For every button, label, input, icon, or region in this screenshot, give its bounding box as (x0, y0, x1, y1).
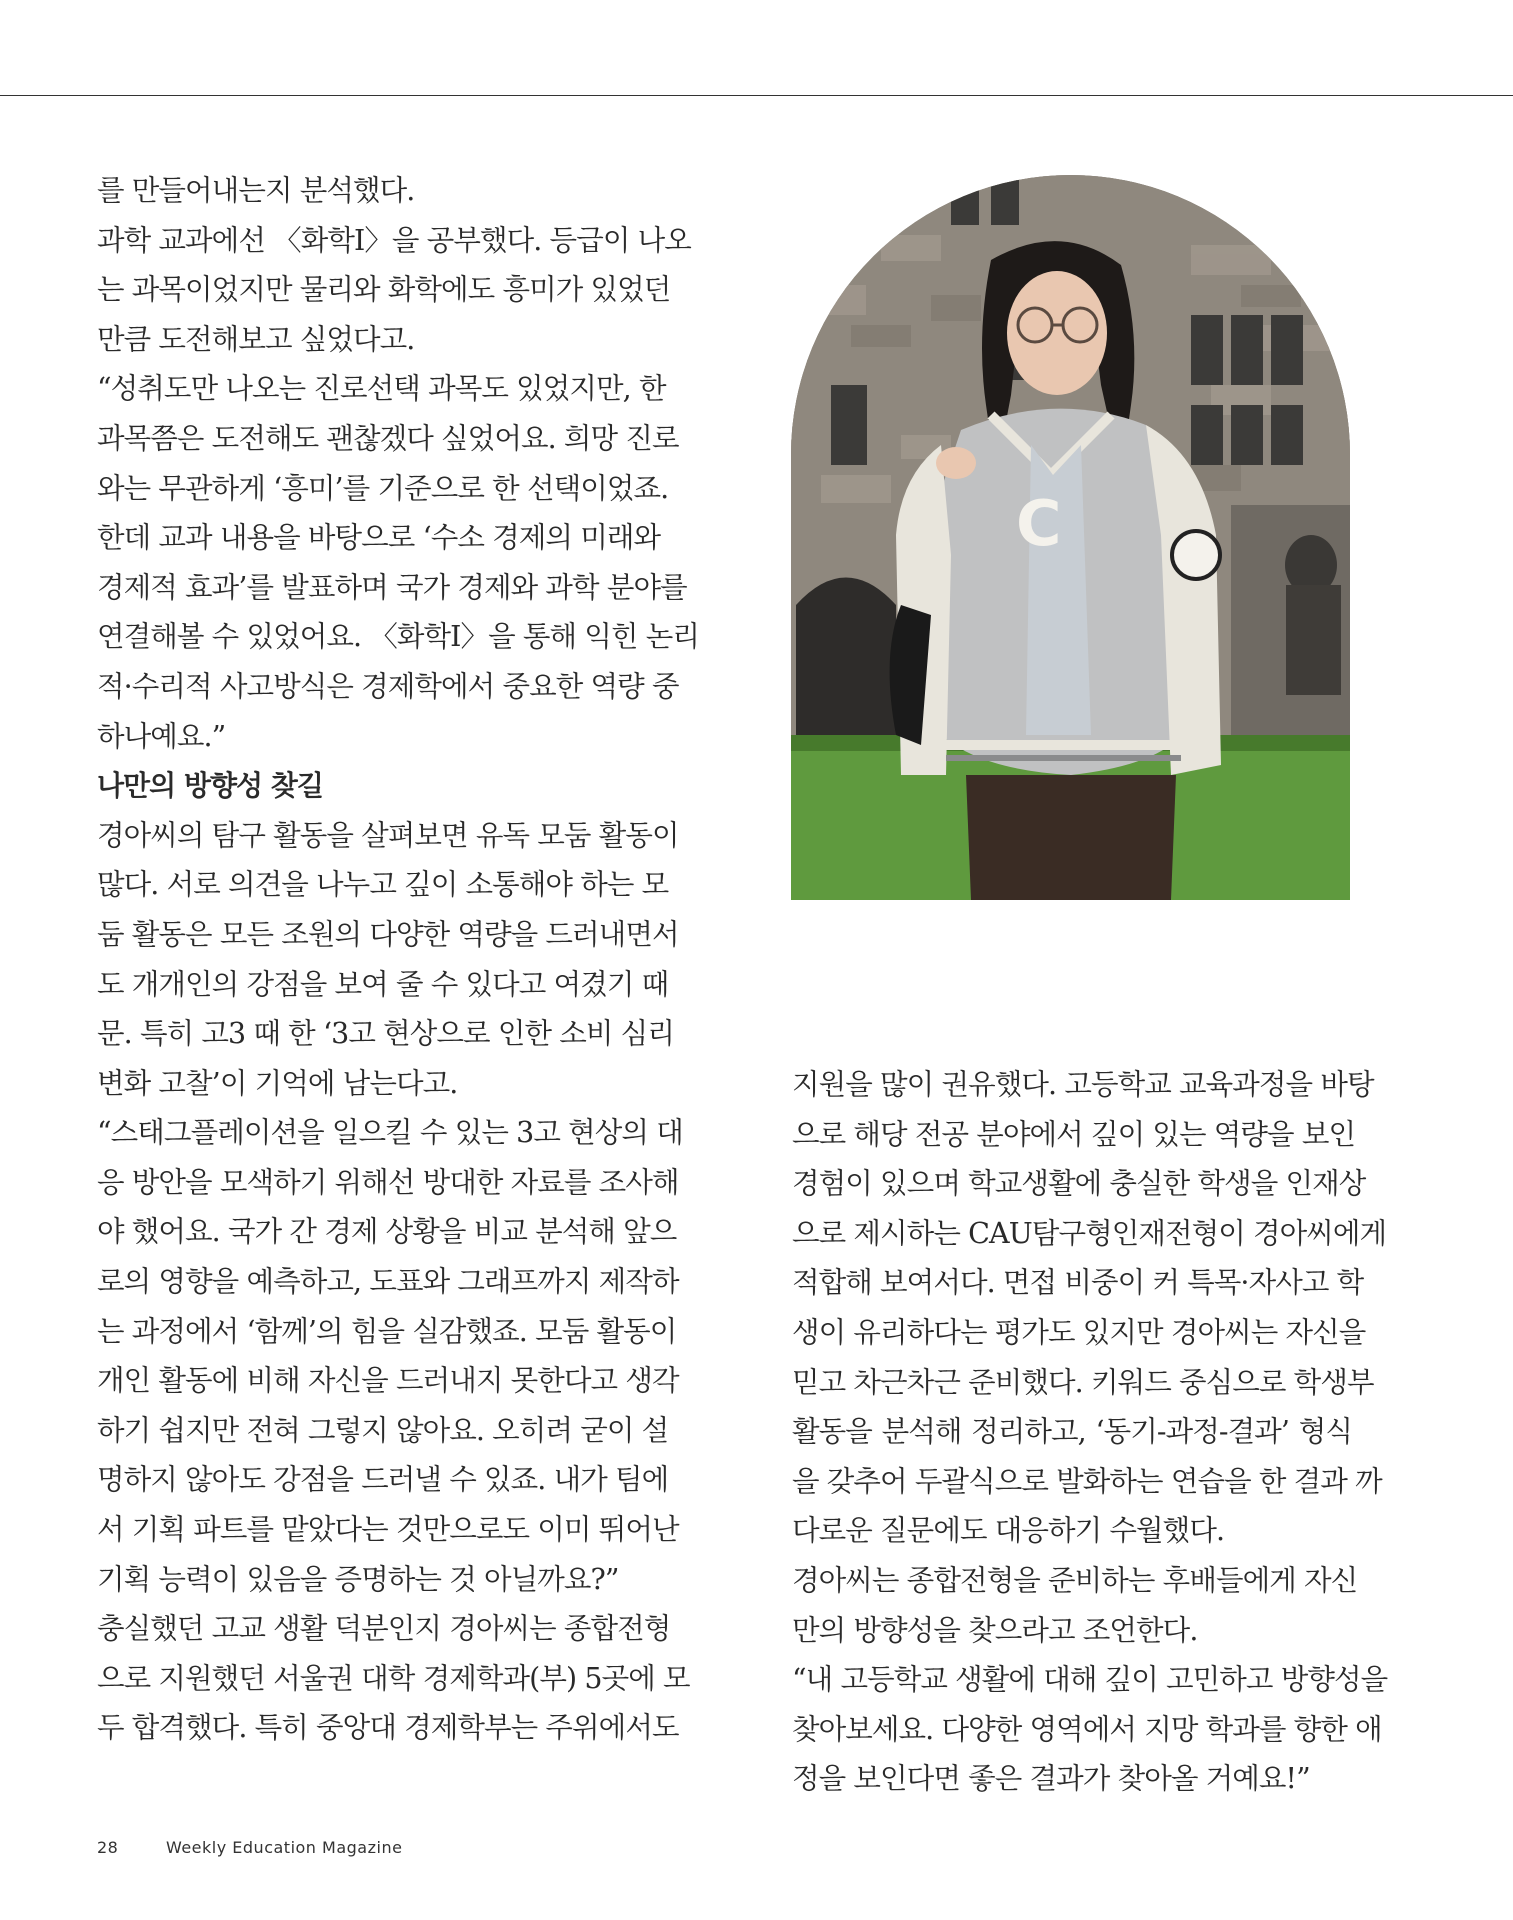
text-line: 만의 방향성을 찾으라고 조언한다. (792, 1613, 1198, 1647)
text-line: “성취도만 나오는 진로선택 과목도 있었지만, 한 (97, 372, 666, 406)
text-line: 하기 쉽지만 전혀 그렇지 않아요. 오히려 굳이 설 (97, 1413, 669, 1447)
text-line: 지원을 많이 권유했다. 고등학교 교육과정을 바탕 (792, 1068, 1374, 1101)
text-line: 충실했던 고교 생활 덕분인지 경아씨는 종합전형 (97, 1612, 671, 1646)
paragraph (97, 166, 657, 216)
text-line: 하나예요.” (97, 719, 226, 753)
text-line: 만큼 도전해보고 싶었다고. (97, 322, 415, 356)
quote-paragraph (97, 364, 700, 761)
text-line: 변화 고찰’이 기억에 남는다고. (97, 1066, 458, 1100)
text-line: 많다. 서로 의견을 나누고 깊이 소통해야 하는 모 (97, 868, 669, 902)
text-line: 문. 특히 고3 때 한 ‘3고 현상으로 인한 소비 심리 (97, 1017, 674, 1051)
left-text-column (97, 166, 700, 1753)
text-line: 는 과정에서 ‘함께’의 힘을 실감했죠. 모둠 활동이 (97, 1314, 677, 1348)
quote-paragraph (792, 1655, 1388, 1804)
text-line: 으로 지원했던 서울권 대학 경제학과(부) 5곳에 모 (97, 1661, 690, 1695)
text-line: 과학 교과에선 〈화학Ⅰ〉을 공부했다. 등급이 나오 (97, 223, 691, 257)
text-line: 는 과목이었지만 물리와 화학에도 흥미가 있었던 (97, 273, 671, 307)
text-line: 도 개개인의 강점을 보여 줄 수 있다고 여겼기 때 (97, 967, 669, 1001)
text-line: 개인 활동에 비해 자신을 드러내지 못한다고 생각 (97, 1364, 679, 1398)
magazine-name: Weekly Education Magazine (165, 1838, 403, 1857)
paragraph (792, 1556, 1358, 1655)
text-line: 를 만들어내는지 분석했다. (97, 174, 415, 207)
text-line: 활동을 분석해 정리하고, ‘동기-과정-결과’ 형식 (792, 1415, 1352, 1449)
text-line: 야 했어요. 국가 간 경제 상황을 비교 분석해 앞으 (97, 1215, 677, 1249)
text-line: 찾아보세요. 다양한 영역에서 지망 학과를 향한 애 (792, 1712, 1382, 1746)
right-text-column (792, 1060, 1388, 1804)
paragraph (97, 216, 691, 365)
page-footer (97, 1838, 402, 1857)
text-line: 적합해 보여서다. 면접 비중이 커 특목·자사고 학 (792, 1266, 1364, 1300)
text-line: 경제적 효과’를 발표하며 국가 경제와 과학 분야를 (97, 570, 687, 604)
text-line: 적·수리적 사고방식은 경제학에서 중요한 역량 중 (97, 669, 679, 703)
text-line: 믿고 차근차근 준비했다. 키워드 중심으로 학생부 (792, 1365, 1374, 1399)
text-line: 으로 해당 전공 분야에서 깊이 있는 역량을 보인 (792, 1117, 1356, 1151)
text-line: 경험이 있으며 학교생활에 충실한 학생을 인재상 (792, 1167, 1366, 1201)
text-line: 응 방안을 모색하기 위해선 방대한 자료를 조사해 (97, 1165, 679, 1199)
text-line: 으로 제시하는 CAU탐구형인재전형이 경아씨에게 (792, 1216, 1387, 1250)
text-line: 경아씨는 종합전형을 준비하는 후배들에게 자신 (792, 1563, 1358, 1597)
text-line: 을 갖추어 두괄식으로 발화하는 연습을 한 결과 까 (792, 1464, 1382, 1498)
text-line: 서 기획 파트를 맡았다는 것만으로도 이미 뛰어난 (97, 1513, 679, 1547)
text-line: 정을 보인다면 좋은 결과가 찾아올 거예요!” (792, 1762, 1310, 1796)
paragraph (97, 1604, 690, 1753)
portrait-photo (791, 175, 1350, 900)
text-line: 한데 교과 내용을 바탕으로 ‘수소 경제의 미래와 (97, 521, 661, 555)
svg-text:C: C (1016, 487, 1062, 560)
text-line: “스태그플레이션을 일으킬 수 있는 3고 현상의 대 (97, 1116, 683, 1150)
paragraph (97, 811, 679, 1109)
text-line: 다로운 질문에도 대응하기 수월했다. (792, 1514, 1225, 1548)
text-line: 로의 영향을 예측하고, 도표와 그래프까지 제작하 (97, 1265, 679, 1299)
section-heading: 나만의 방향성 찾길 (97, 769, 323, 803)
text-line: 와는 무관하게 ‘흥미’를 기준으로 한 선택이었죠. (97, 471, 669, 505)
text-line: 기획 능력이 있음을 증명하는 것 아닐까요?” (97, 1562, 619, 1596)
text-line: “내 고등학교 생활에 대해 깊이 고민하고 방향성을 (792, 1663, 1388, 1697)
text-line: 과목쯤은 도전해도 괜찮겠다 싶었어요. 희망 진로 (97, 421, 679, 455)
paragraph (792, 1060, 1387, 1556)
text-line: 생이 유리하다는 평가도 있지만 경아씨는 자신을 (792, 1315, 1366, 1349)
text-line: 경아씨의 탐구 활동을 살펴보면 유독 모둠 활동이 (97, 818, 679, 852)
top-divider (0, 95, 1513, 96)
text-line: 명하지 않아도 강점을 드러낼 수 있죠. 내가 팀에 (97, 1463, 669, 1497)
text-line: 연결해볼 수 있었어요. 〈화학Ⅰ〉을 통해 익힌 논리 (97, 620, 700, 654)
text-line: 둠 활동은 모든 조원의 다양한 역량을 드러내면서 (97, 917, 679, 951)
quote-paragraph (97, 1108, 683, 1604)
text-line: 두 합격했다. 특히 중앙대 경제학부는 주위에서도 (97, 1711, 679, 1745)
page-number: 28 (97, 1838, 119, 1857)
